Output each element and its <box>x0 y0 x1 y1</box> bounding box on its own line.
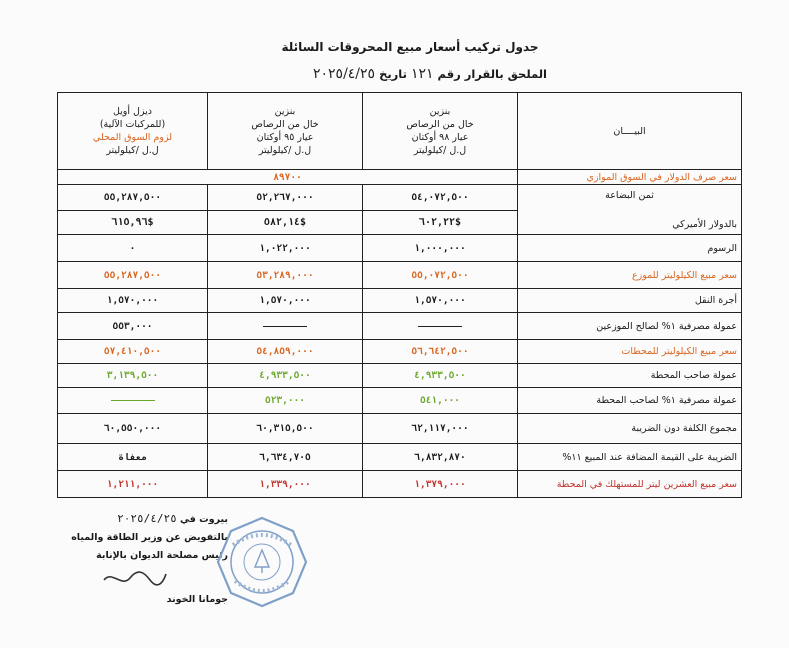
header-b98-l2: خال من الرصاص <box>406 119 474 130</box>
header-b98-l3: عيار ٩٨ أوكتان <box>411 132 469 143</box>
cell-b95-empty <box>208 313 363 340</box>
signature-date: ٢٠٢٥/٤/٢٥ <box>117 512 177 525</box>
cell-b95: ١,٣٣٩,٠٠٠ <box>208 471 363 498</box>
decision-date: ٢٠٢٥/٤/٢٥ <box>312 66 376 82</box>
cell-b95: ٥٨٢,١٤$ <box>208 211 363 235</box>
cell-diesel-empty <box>58 388 208 414</box>
table-row <box>58 313 742 340</box>
signature-date-line <box>58 510 228 529</box>
header-diesel-l3: لزوم السوق المحلي <box>92 132 173 143</box>
cell-b98: ١,٣٧٩,٠٠٠ <box>363 471 518 498</box>
cell-b95: ٥٢,٢٦٧,٠٠٠ <box>208 185 363 211</box>
signatory-name: جومانا الخوند <box>166 594 228 605</box>
cell-diesel: ٠ <box>58 235 208 262</box>
table-row <box>58 414 742 444</box>
cell-b95: ٥٤,٨٥٩,٠٠٠ <box>208 340 363 364</box>
signature-line1: بالتفويض عن وزير الطاقة والمياه <box>71 532 228 543</box>
signature-place: بيروت في <box>180 514 228 525</box>
header-label: البيــــان <box>518 93 742 170</box>
cell-b98: ٦٠٢,٢٢$ <box>363 211 518 235</box>
row-label-goods-main: ثمن البضاعة <box>605 190 654 201</box>
row-label: الرسوم <box>518 235 742 262</box>
cell-diesel: ٥٥٣,٠٠٠ <box>58 313 208 340</box>
header-row <box>58 93 742 170</box>
row-label: عمولة صاحب المحطة <box>518 364 742 388</box>
row-label-goods <box>518 185 742 235</box>
row-label: الضريبة على القيمة المضافة عند المبيع ١١% <box>518 444 742 471</box>
cell-diesel: ١,٥٧٠,٠٠٠ <box>58 289 208 313</box>
decision-prefix: الملحق بالقرار رقم <box>437 67 547 81</box>
cell-b95: ٥٣,٢٨٩,٠٠٠ <box>208 262 363 289</box>
row-label: عمولة مصرفية ١% لصالح الموزعين <box>518 313 742 340</box>
decision-number: ١٢١ <box>410 66 434 82</box>
cell-b98: ٥٦,٦٤٢,٥٠٠ <box>363 340 518 364</box>
dash-mark <box>418 326 462 327</box>
table-row <box>58 444 742 471</box>
cell-b98: ٥٥,٠٧٢,٥٠٠ <box>363 262 518 289</box>
row-label: أجرة النقل <box>518 289 742 313</box>
table-row <box>58 340 742 364</box>
table-row <box>58 262 742 289</box>
cell-diesel: ٥٧,٤١٠,٥٠٠ <box>58 340 208 364</box>
cell-b95: ٦,٦٣٤,٧٠٥ <box>208 444 363 471</box>
cell-diesel: ١,٢١١,٠٠٠ <box>58 471 208 498</box>
table-row <box>58 364 742 388</box>
table-row <box>58 185 742 211</box>
row-label: سعر مبيع العشرين ليتر للمستهلك في المحطة <box>518 471 742 498</box>
header-b98-unit: ل.ل /كيلوليتر <box>413 145 467 156</box>
table-row <box>58 289 742 313</box>
dash-mark <box>263 326 307 327</box>
cell-b98: ٦٢,١١٧,٠٠٠ <box>363 414 518 444</box>
cell-b98: ٤,٩٣٣,٥٠٠ <box>363 364 518 388</box>
cell-diesel: ٥٥,٢٨٧,٥٠٠ <box>58 262 208 289</box>
header-b95-l3: عيار ٩٥ أوكتان <box>256 132 314 143</box>
header-b95-l1: بنزين <box>274 106 296 117</box>
ministry-seal-icon <box>215 515 309 609</box>
cell-b98: ١,٠٠٠,٠٠٠ <box>363 235 518 262</box>
signature-line2: رئيس مصلحة الديوان بالإنابة <box>96 550 228 561</box>
header-diesel-unit: ل.ل /كيلوليتر <box>106 145 159 156</box>
fuel-price-table <box>57 92 742 498</box>
header-diesel-l1: ديزل أويل <box>112 106 153 117</box>
row-label: مجموع الكلفة دون الضريبة <box>518 414 742 444</box>
cell-diesel: ٦٠,٥٥٠,٠٠٠ <box>58 414 208 444</box>
cell-diesel: ٦١٥,٩٦$ <box>58 211 208 235</box>
cell-diesel: ٥٥,٢٨٧,٥٠٠ <box>58 185 208 211</box>
row-label: سعر مبيع الكيلوليتر للمحطات <box>518 340 742 364</box>
header-benzine-98 <box>363 93 518 170</box>
cell-b95: ١,٥٧٠,٠٠٠ <box>208 289 363 313</box>
document-title: جدول تركيب أسعار مبيع المحروقات السائلة <box>281 40 539 54</box>
cell-diesel: ٣,١٣٩,٥٠٠ <box>58 364 208 388</box>
exchange-rate-label: سعر صرف الدولار في السوق الموازي <box>518 170 742 185</box>
cell-b95: ١,٠٢٢,٠٠٠ <box>208 235 363 262</box>
decision-reference <box>240 66 620 82</box>
cell-b95: ٤,٩٣٣,٥٠٠ <box>208 364 363 388</box>
header-b95-l2: خال من الرصاص <box>251 119 319 130</box>
header-b98-l1: بنزين <box>429 106 451 117</box>
header-diesel-l2: (للمركبات الآلية) <box>99 119 166 130</box>
header-diesel <box>58 93 208 170</box>
exchange-rate-value: ٨٩٧٠٠ <box>58 170 518 185</box>
exchange-rate-row <box>58 170 742 185</box>
table-row <box>58 471 742 498</box>
cell-b98: ٦,٨٣٢,٨٧٠ <box>363 444 518 471</box>
cell-b98-empty <box>363 313 518 340</box>
cell-b98: ١,٥٧٠,٠٠٠ <box>363 289 518 313</box>
header-benzine-95 <box>208 93 363 170</box>
cell-b95: ٥٢٣,٠٠٠ <box>208 388 363 414</box>
header-b95-unit: ل.ل /كيلوليتر <box>258 145 312 156</box>
cell-b95: ٦٠,٣١٥,٥٠٠ <box>208 414 363 444</box>
table-row <box>58 388 742 414</box>
table-row <box>58 235 742 262</box>
cell-b98: ٥٤,٠٧٢,٥٠٠ <box>363 185 518 211</box>
row-label: سعر مبيع الكيلوليتر للموزع <box>518 262 742 289</box>
dash-mark <box>111 400 155 401</box>
cell-b98: ٥٤١,٠٠٠ <box>363 388 518 414</box>
row-label-goods-usd: بالدولار الأميركي <box>672 219 737 230</box>
row-label: عمولة مصرفية ١% لصاحب المحطة <box>518 388 742 414</box>
signature-block <box>58 510 228 609</box>
cell-diesel: معفاة <box>58 444 208 471</box>
date-prefix: تاريخ <box>379 67 407 81</box>
handwritten-signature-icon <box>100 566 170 590</box>
